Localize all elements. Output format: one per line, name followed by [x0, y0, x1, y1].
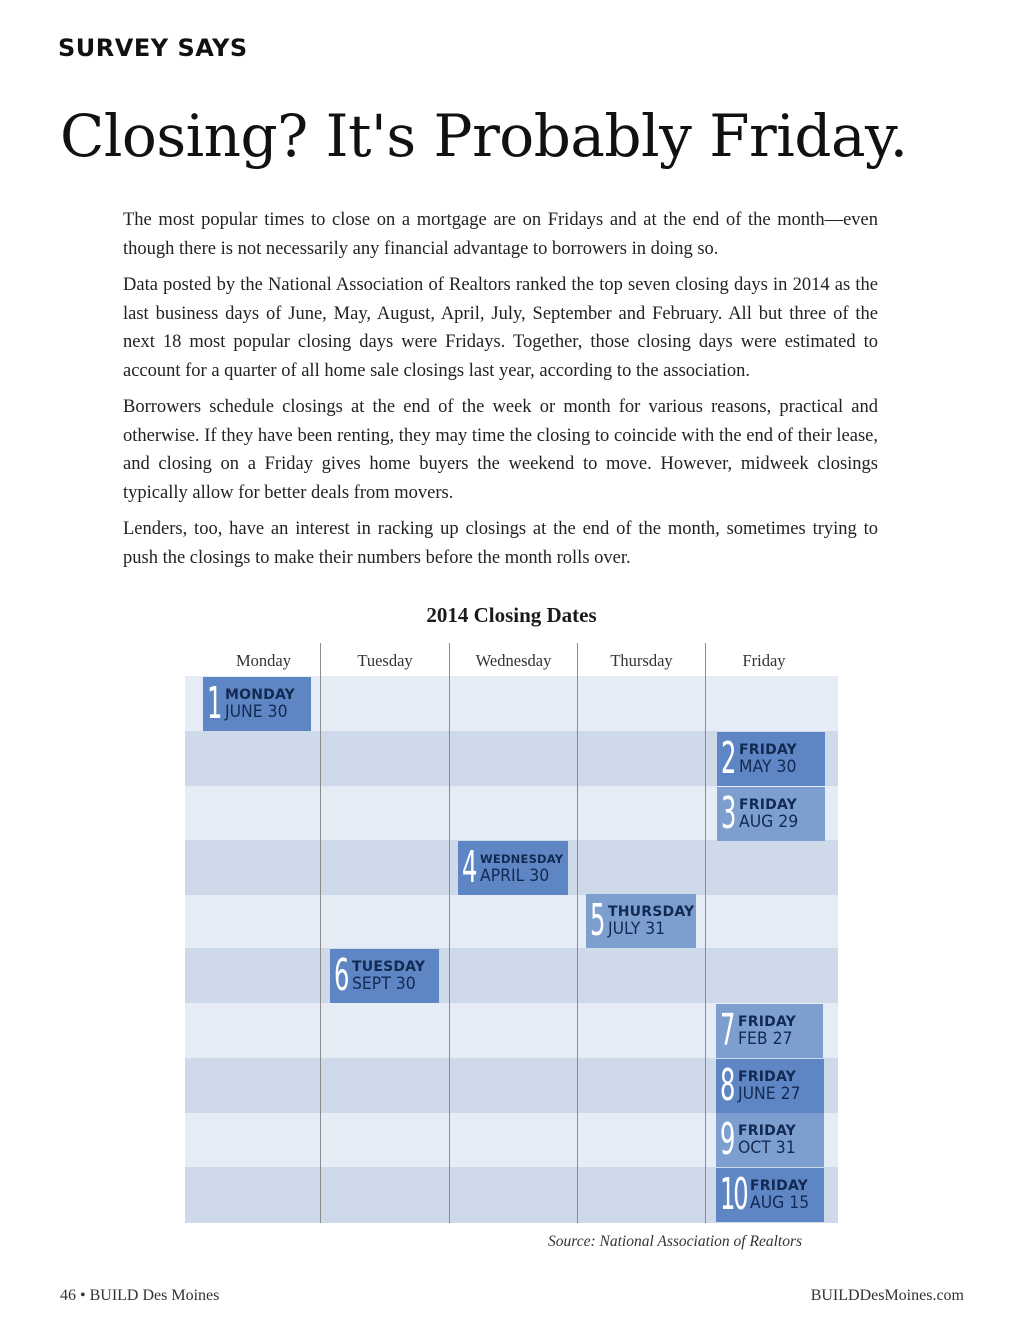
section-label: SURVEY SAYS — [58, 34, 248, 62]
tile-date: OCT 31 — [738, 1138, 796, 1158]
tile-date: MAY 30 — [739, 757, 797, 777]
rank-number: 8 — [720, 1060, 734, 1111]
closing-date-tile — [586, 894, 696, 948]
column-header-wednesday: Wednesday — [475, 651, 552, 670]
tile-day: FRIDAY — [738, 1014, 797, 1030]
closing-date-tile — [458, 841, 568, 895]
tile-day: FRIDAY — [738, 1123, 797, 1139]
column-header-tuesday: Tuesday — [357, 651, 413, 670]
calendar-row — [185, 895, 838, 948]
headline: Closing? It's Probably Friday. — [60, 102, 908, 170]
tile-date: JUNE 27 — [738, 1084, 801, 1104]
tile-date: APRIL 30 — [480, 866, 550, 886]
tile-day: FRIDAY — [739, 797, 798, 813]
rank-number: 9 — [720, 1114, 734, 1165]
column-header-thursday: Thursday — [610, 651, 673, 670]
closing-date-tile — [716, 1004, 823, 1058]
footer-page-info: 46 • BUILD Des Moines — [60, 1287, 220, 1304]
closing-date-tile — [716, 1059, 824, 1113]
closing-date-tile — [330, 949, 439, 1003]
calendar-row — [185, 948, 838, 1003]
closing-date-tile — [716, 1168, 824, 1222]
rank-number: 4 — [462, 842, 476, 893]
closing-date-tile — [203, 677, 311, 731]
rank-number: 10 — [720, 1169, 747, 1220]
column-divider — [577, 643, 578, 1223]
rank-number: 2 — [721, 733, 735, 784]
paragraph: Lenders, too, have an interest in racking up closings at the end of the month, sometimes trying to push the closings to make their numbers before the month rolls over. — [123, 519, 878, 568]
source-credit: Source: National Association of Realtors — [548, 1233, 803, 1250]
tile-date: AUG 29 — [739, 812, 799, 832]
paragraph: The most popular times to close on a mortgage are on Fridays and at the end of the month—even though there is not necessarily any financial advantage to borrowers in doing so. — [123, 210, 878, 259]
rank-number: 3 — [721, 788, 735, 839]
tile-day: MONDAY — [225, 687, 296, 703]
rank-number: 6 — [334, 950, 348, 1001]
tile-date: AUG 15 — [750, 1193, 810, 1213]
tile-date: SEPT 30 — [352, 974, 416, 994]
rank-number: 7 — [720, 1005, 734, 1056]
column-header-monday: Monday — [236, 651, 291, 670]
tile-date: JULY 31 — [608, 919, 666, 939]
rank-number: 5 — [590, 895, 604, 946]
footer-website: BUILDDesMoines.com — [810, 1287, 964, 1304]
tile-day: FRIDAY — [739, 742, 798, 758]
tile-day: FRIDAY — [738, 1069, 797, 1085]
column-divider — [449, 643, 450, 1223]
paragraph: Borrowers schedule closings at the end of the week or month for various reasons, practical and otherwise. If they have been renting, they may time the closing to coincide with the end of their lease, and closing on a Friday gives home buyers the weekend to move. However, midweek closings typically allow for better deals from movers. — [123, 397, 878, 503]
column-divider — [320, 643, 321, 1223]
column-divider — [705, 643, 706, 1223]
tile-day: WEDNESDAY — [480, 852, 564, 866]
chart-title: 2014 Closing Dates — [426, 603, 597, 627]
closing-date-tile — [716, 1113, 824, 1167]
rank-number: 1 — [207, 678, 221, 729]
paragraph: Data posted by the National Association of Realtors ranked the top seven closing days in 2014 as the last business days of June, May, August, April, July, September and February. All but three of the next 18 most popular closing days were Fridays. Together, those closing days were estimated to account for a quarter of all home sale closings last year, according to the association. — [123, 275, 878, 381]
tile-day: FRIDAY — [750, 1178, 809, 1194]
tile-day: TUESDAY — [352, 959, 426, 975]
tile-date: JUNE 30 — [225, 702, 288, 722]
closing-dates-calendar — [185, 643, 838, 1223]
article-body — [123, 206, 878, 580]
closing-date-tile — [717, 732, 825, 786]
closing-date-tile — [717, 787, 825, 841]
column-header-friday: Friday — [742, 651, 786, 670]
tile-day: THURSDAY — [608, 904, 695, 920]
tile-date: FEB 27 — [738, 1029, 793, 1049]
